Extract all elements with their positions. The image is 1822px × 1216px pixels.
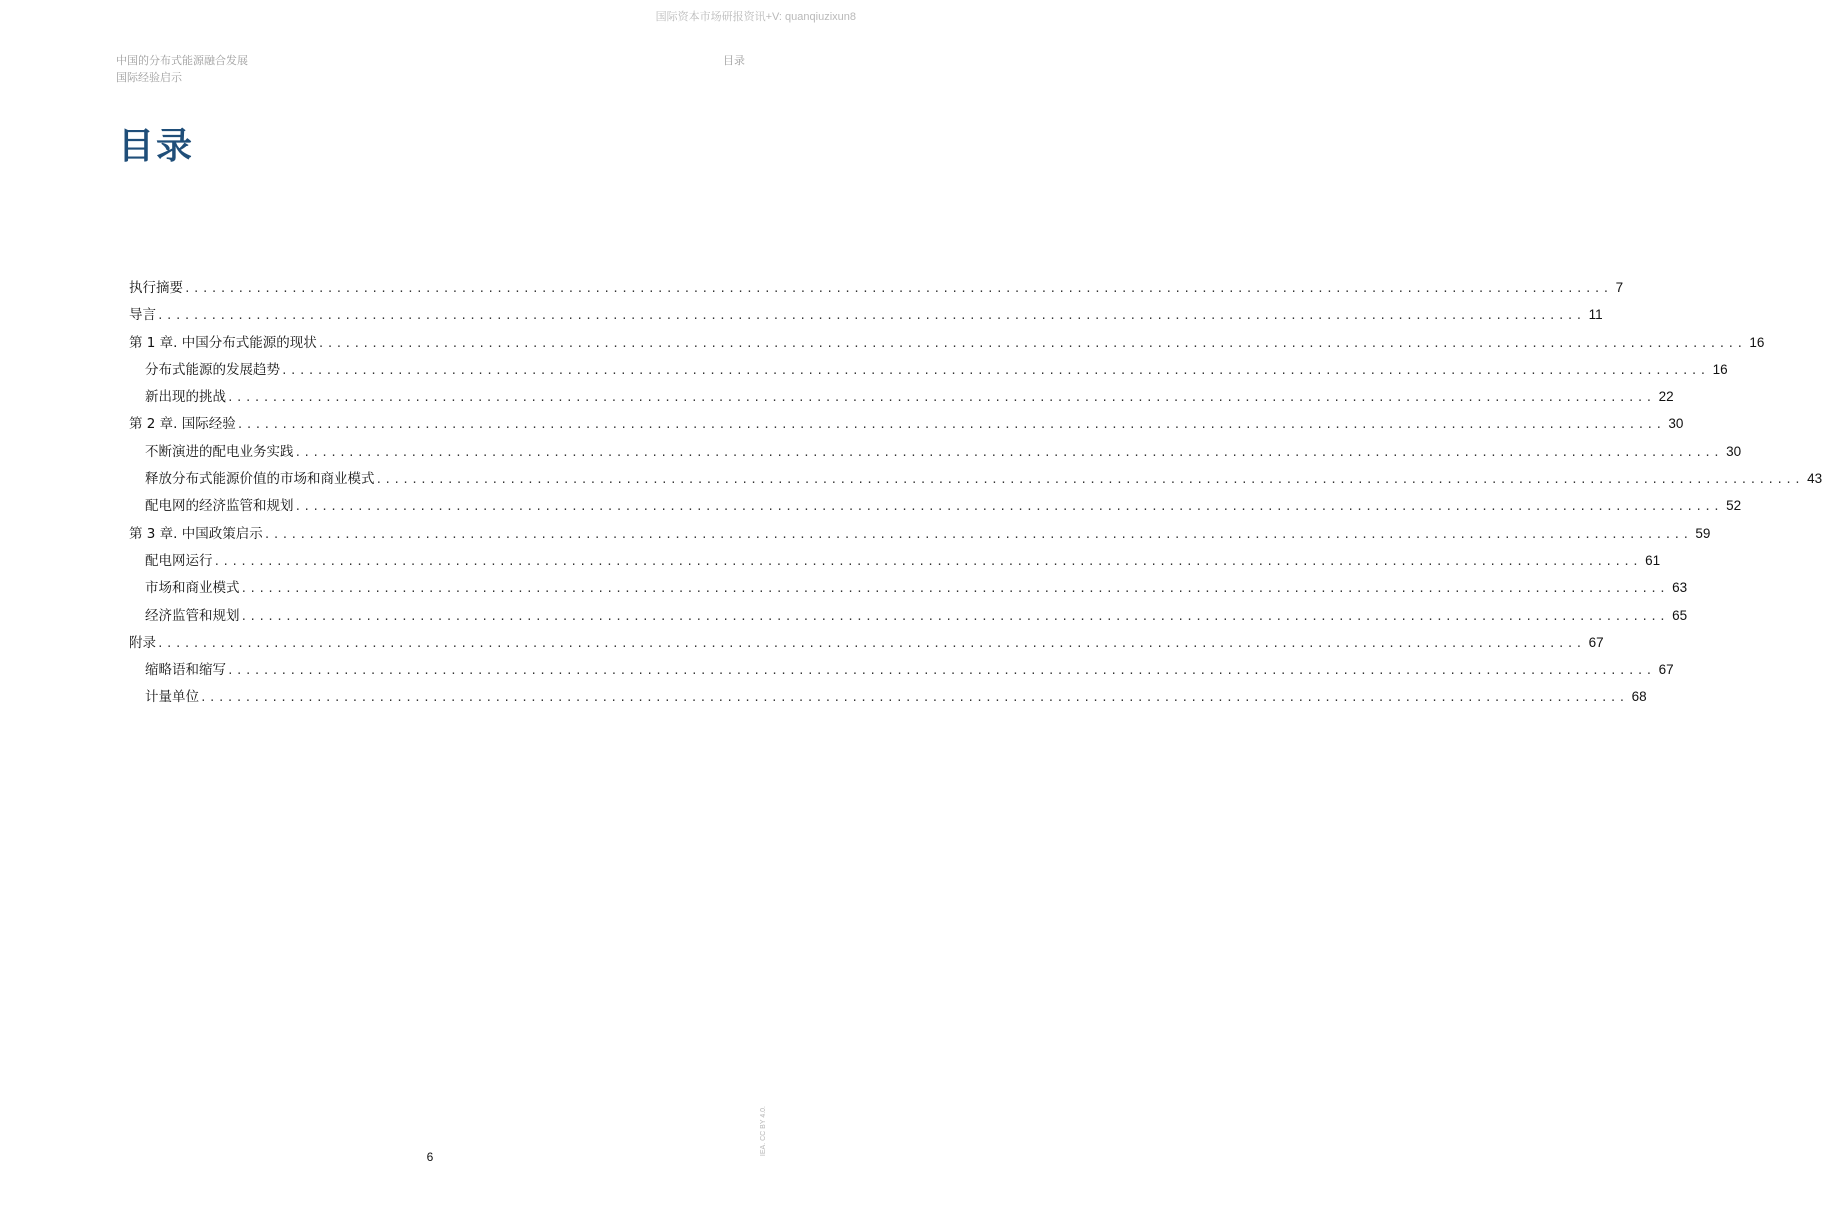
- toc-entry-title: 配电网运行: [145, 552, 213, 569]
- toc-entry-title: 第 1 章. 中国分布式能源的现状: [129, 334, 317, 351]
- license-note: IEA. CC BY 4.0.: [760, 1106, 767, 1157]
- toc-entry-title: 经济监管和规划: [145, 607, 240, 624]
- toc-entry-page: 65: [1672, 607, 1688, 623]
- toc-entry[interactable]: [129, 602, 1688, 629]
- toc-entry-title: 市场和商业模式: [145, 580, 240, 597]
- toc-entry[interactable]: [129, 656, 1674, 683]
- toc-entry-page: 43: [1807, 471, 1822, 487]
- toc-entry-title: 第 3 章. 中国政策启示: [129, 525, 263, 542]
- toc-entry[interactable]: [129, 301, 1603, 328]
- page-title: 目录: [118, 126, 195, 167]
- running-header: [116, 52, 248, 86]
- toc-entry-page: 16: [1749, 334, 1765, 350]
- toc-entry[interactable]: [129, 629, 1604, 656]
- toc-dot-leader: ................................................................................................................................................................: [157, 309, 1585, 323]
- toc-dot-leader: ................................................................................................................................................................: [375, 473, 1804, 487]
- toc-entry-title: 计量单位: [145, 689, 199, 706]
- page-number: 6: [426, 1150, 434, 1164]
- toc-entry[interactable]: [129, 520, 1711, 547]
- toc-dot-leader: ................................................................................................................................................................: [240, 582, 1669, 596]
- toc-entry-page: 63: [1672, 580, 1688, 596]
- toc-entry-title: 不断演进的配电业务实践: [145, 443, 294, 460]
- toc-entry[interactable]: [129, 574, 1688, 601]
- toc-entry-page: 30: [1668, 416, 1684, 432]
- toc-entry-page: 30: [1726, 443, 1742, 459]
- toc-entry[interactable]: [129, 356, 1728, 383]
- toc-dot-leader: ................................................................................................................................................................: [263, 527, 1692, 541]
- table-of-contents: [129, 274, 1822, 711]
- toc-dot-leader: ................................................................................................................................................................: [317, 336, 1746, 350]
- toc-entry[interactable]: [129, 492, 1742, 519]
- toc-dot-leader: ................................................................................................................................................................: [236, 418, 1665, 432]
- toc-entry-page: 16: [1712, 361, 1728, 377]
- toc-entry[interactable]: [129, 274, 1624, 301]
- toc-entry-title: 新出现的挑战: [145, 389, 226, 406]
- toc-entry[interactable]: [129, 383, 1674, 410]
- toc-dot-leader: ................................................................................................................................................................: [227, 391, 1655, 405]
- toc-dot-leader: ................................................................................................................................................................: [184, 282, 1612, 295]
- toc-entry-title: 释放分布式能源价值的市场和商业模式: [145, 471, 375, 488]
- toc-entry[interactable]: [129, 329, 1765, 356]
- toc-dot-leader: ................................................................................................................................................................: [157, 636, 1585, 650]
- toc-dot-leader: ................................................................................................................................................................: [294, 500, 1723, 514]
- toc-entry-page: 11: [1588, 307, 1603, 323]
- toc-entry[interactable]: [129, 683, 1647, 710]
- toc-entry-page: 22: [1658, 389, 1674, 405]
- toc-dot-leader: ................................................................................................................................................................: [213, 554, 1642, 568]
- toc-entry-title: 第 2 章. 国际经验: [129, 416, 236, 433]
- toc-entry[interactable]: [129, 438, 1742, 465]
- toc-entry-page: 61: [1645, 552, 1661, 568]
- toc-entry-title: 导言: [129, 307, 156, 324]
- toc-entry-title: 附录: [129, 634, 156, 651]
- toc-entry-page: 59: [1695, 525, 1711, 541]
- toc-entry[interactable]: [129, 547, 1661, 574]
- toc-entry-page: 7: [1615, 280, 1624, 295]
- toc-dot-leader: ................................................................................................................................................................: [281, 363, 1709, 377]
- toc-entry-page: 52: [1726, 498, 1742, 514]
- toc-dot-leader: ................................................................................................................................................................: [294, 445, 1723, 459]
- running-header-section: 目录: [723, 54, 745, 67]
- toc-entry-title: 分布式能源的发展趋势: [145, 361, 280, 378]
- toc-entry[interactable]: [129, 465, 1822, 492]
- report-title-line2: 国际经验启示: [116, 71, 182, 84]
- toc-dot-leader: ................................................................................................................................................................: [240, 609, 1669, 623]
- toc-entry-page: 67: [1658, 662, 1674, 678]
- report-title-line1: 中国的分布式能源融合发展: [116, 54, 248, 67]
- toc-entry-title: 执行摘要: [129, 280, 183, 296]
- toc-entry-page: 68: [1631, 689, 1647, 705]
- toc-entry-title: 配电网的经济监管和规划: [145, 498, 294, 515]
- toc-entry[interactable]: [129, 410, 1684, 437]
- toc-dot-leader: ................................................................................................................................................................: [227, 664, 1655, 678]
- toc-entry-page: 67: [1588, 634, 1604, 650]
- toc-dot-leader: ................................................................................................................................................................: [200, 691, 1628, 705]
- toc-entry-title: 缩略语和缩写: [145, 662, 226, 679]
- watermark-text: 国际资本市场研报资讯+V: quanqiuzixun8: [655, 11, 856, 23]
